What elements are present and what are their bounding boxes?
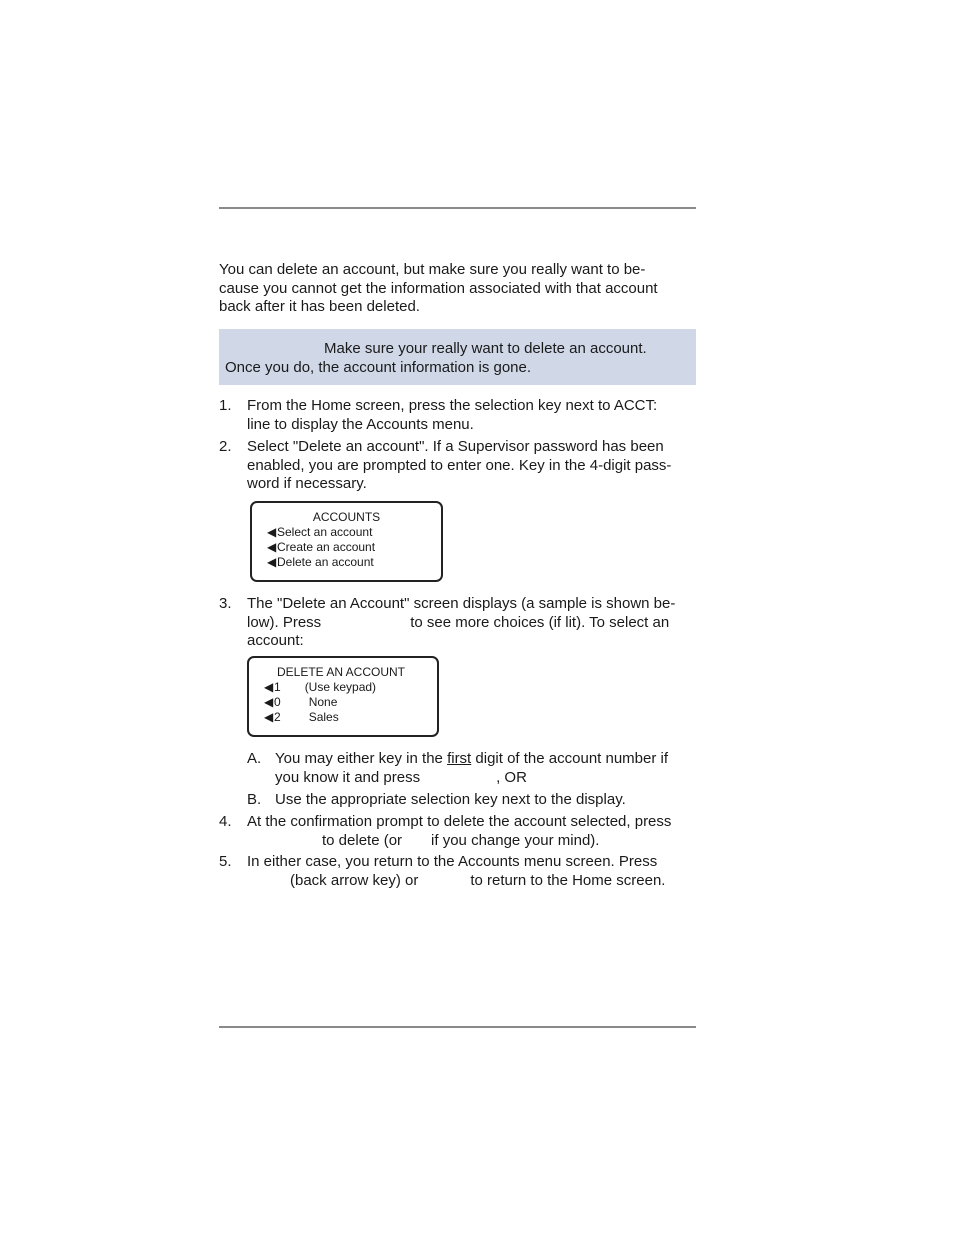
step-text: low). Press bbox=[247, 613, 322, 631]
step-text: word if necessary. bbox=[247, 475, 367, 492]
intro-line: back after it has been deleted. bbox=[219, 298, 420, 315]
step-text: digit of the account number if bbox=[475, 750, 669, 767]
caution-line-1: Make sure your really want to delete an account. bbox=[324, 340, 647, 357]
lcd-item-label: None bbox=[308, 695, 338, 709]
left-arrow-icon: ◀ bbox=[264, 680, 274, 694]
lcd-key: 2 bbox=[274, 710, 281, 724]
intro-line: cause you cannot get the information associated with that account bbox=[219, 279, 658, 297]
lcd-menu-item bbox=[267, 525, 372, 540]
left-arrow-icon: ◀ bbox=[267, 540, 277, 554]
bottom-rule bbox=[219, 1026, 696, 1028]
step-number: 3. bbox=[219, 595, 232, 612]
accounts-lcd-screen bbox=[250, 501, 443, 582]
step-text: Select "Delete an account". If a Supervisor password has been bbox=[247, 438, 664, 455]
delete-account-lcd-screen bbox=[247, 656, 439, 737]
lcd-menu-item bbox=[267, 555, 374, 570]
step-number: 2. bbox=[219, 438, 232, 455]
step-text: to delete (or bbox=[322, 831, 403, 849]
left-arrow-icon: ◀ bbox=[264, 710, 274, 724]
lcd-menu-item bbox=[264, 695, 337, 710]
step-text: account: bbox=[247, 632, 304, 649]
intro-line: You can delete an account, but make sure you really want to be- bbox=[219, 261, 646, 278]
step-text: The "Delete an Account" screen displays (a sample is shown be- bbox=[247, 595, 676, 612]
emphasis-text: first bbox=[447, 750, 472, 767]
lcd-menu-item bbox=[264, 680, 376, 695]
step-text: (back arrow key) or bbox=[290, 871, 419, 889]
step-text: you know it and press bbox=[275, 768, 421, 786]
lcd-menu-item bbox=[267, 540, 375, 555]
left-arrow-icon: ◀ bbox=[267, 525, 277, 539]
lcd-key: 0 bbox=[274, 695, 281, 709]
step-text: to return to the Home screen. bbox=[470, 871, 666, 889]
substep-letter: A. bbox=[247, 750, 262, 767]
caution-line-2: Once you do, the account information is gone. bbox=[225, 359, 532, 376]
left-arrow-icon: ◀ bbox=[264, 695, 274, 709]
step-text: You may either key in the bbox=[275, 750, 443, 767]
intro-paragraph bbox=[219, 261, 689, 317]
step-text: Use the appropriate selection key next to the display. bbox=[275, 791, 626, 808]
lcd-menu-item bbox=[264, 710, 339, 725]
lcd-item-label: Create an account bbox=[277, 540, 376, 554]
lcd-key: 1 bbox=[274, 680, 281, 694]
step-number: 4. bbox=[219, 813, 232, 830]
step-text: enabled, you are prompted to enter one. Key in the 4-digit pass- bbox=[247, 456, 672, 474]
lcd-item-label: Sales bbox=[308, 710, 339, 724]
lcd-title: ACCOUNTS bbox=[312, 510, 381, 524]
step-text: line to display the Accounts menu. bbox=[247, 415, 474, 433]
step-text: if you change your mind). bbox=[431, 831, 600, 849]
top-rule bbox=[219, 207, 696, 209]
caution-box bbox=[219, 329, 696, 385]
step-text: to see more choices (if lit). To select an bbox=[410, 613, 670, 631]
step-number: 5. bbox=[219, 853, 232, 870]
step-text: In either case, you return to the Accounts menu screen. Press bbox=[247, 853, 658, 870]
lcd-item-label: Delete an account bbox=[277, 555, 374, 569]
step-text: , OR bbox=[496, 768, 527, 786]
step-text: At the confirmation prompt to delete the account selected, press bbox=[247, 813, 672, 830]
left-arrow-icon: ◀ bbox=[267, 555, 277, 569]
lcd-title: DELETE AN ACCOUNT bbox=[276, 665, 406, 679]
lcd-item-label: Select an account bbox=[277, 525, 373, 539]
step-text: From the Home screen, press the selection key next to ACCT: bbox=[247, 397, 658, 414]
lcd-item-label: (Use keypad) bbox=[304, 680, 377, 694]
substep-letter: B. bbox=[247, 791, 262, 808]
step-number: 1. bbox=[219, 397, 232, 414]
